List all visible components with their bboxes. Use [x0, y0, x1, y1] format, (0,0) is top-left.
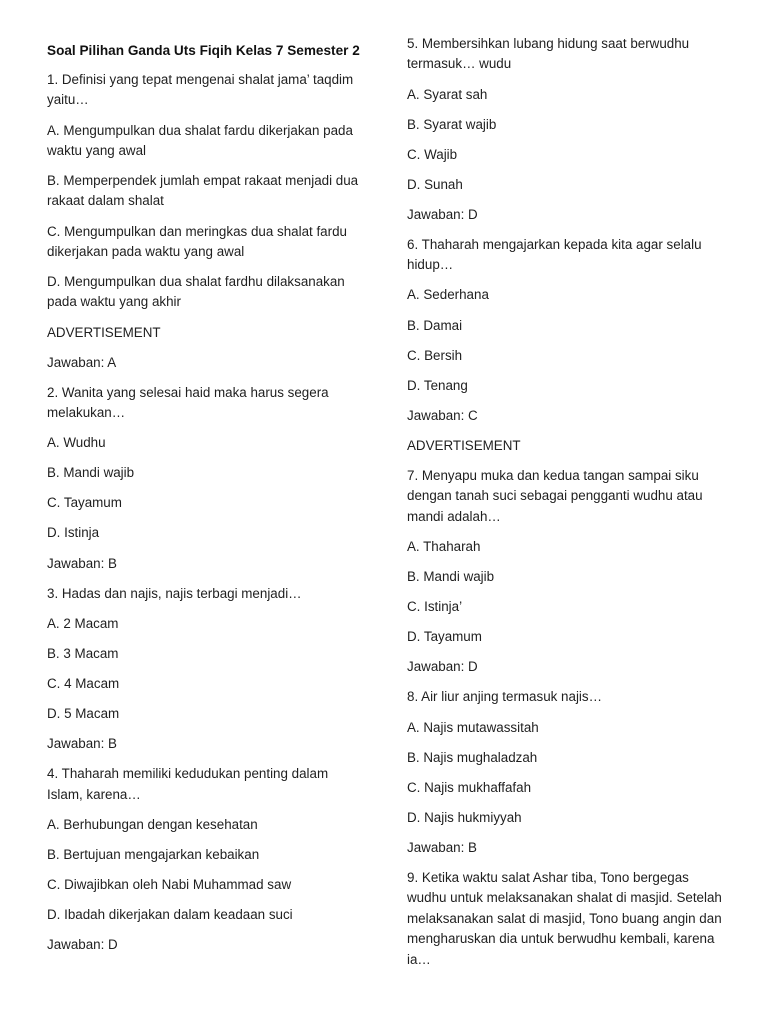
answer-option: B. Damai — [407, 317, 463, 333]
document-title: Soal Pilihan Ganda Uts Fiqih Kelas 7 Semester 2 — [47, 43, 360, 58]
left-column — [47, 34, 367, 965]
right-paragraph-list — [407, 34, 729, 970]
answer-option: D. Najis hukmiyyah — [407, 809, 522, 825]
answer-line: Jawaban: D — [407, 659, 478, 675]
question-text: 1. Definisi yang tepat mengenai shalat jama’ taqdim yaitu… — [47, 72, 354, 108]
left-paragraph-list — [47, 70, 367, 956]
answer-option: A. Syarat sah — [407, 86, 488, 102]
answer-line: Jawaban: B — [47, 555, 117, 571]
answer-line: Jawaban: A — [47, 354, 117, 370]
advertisement-label: ADVERTISEMENT — [407, 437, 521, 453]
answer-option: D. Istinja — [47, 525, 100, 541]
answer-option: A. Najis mutawassitah — [407, 719, 539, 735]
answer-option: A. Sederhana — [407, 287, 489, 303]
question-text: 9. Ketika waktu salat Ashar tiba, Tono bergegas wudhu untuk melaksanakan shalat di masjid. Setelah melaksanakan salat di masjid, Tono buang angin dan mengharuskan dia untuk berwudhu kembali, karena ia… — [407, 869, 722, 967]
answer-option: C. Bersih — [407, 347, 463, 363]
answer-option: C. Tayamum — [47, 495, 122, 511]
answer-line: Jawaban: C — [407, 407, 478, 423]
question-text: 3. Hadas dan najis, najis terbagi menjadi… — [47, 585, 302, 601]
answer-option: A. Mengumpulkan dua shalat fardu dikerjakan pada waktu yang awal — [47, 122, 353, 158]
question-text: 7. Menyapu muka dan kedua tangan sampai siku dengan tanah suci sebagai pengganti wudhu atau mandi adalah… — [407, 468, 703, 524]
answer-option: A. Thaharah — [407, 538, 481, 554]
answer-option: D. Sunah — [407, 176, 463, 192]
question-text: 6. Thaharah mengajarkan kepada kita agar selalu hidup… — [407, 236, 702, 273]
answer-option: D. Tenang — [407, 377, 468, 393]
answer-option: A. Wudhu — [47, 435, 106, 451]
question-text: 8. Air liur anjing termasuk najis… — [407, 689, 602, 705]
answer-option: D. Mengumpulkan dua shalat fardhu dilaksanakan pada waktu yang akhir — [47, 274, 345, 310]
answer-option: A. 2 Macam — [47, 615, 119, 631]
answer-line: Jawaban: D — [47, 937, 118, 953]
answer-option: B. Najis mughaladzah — [407, 749, 538, 765]
answer-option: A. Berhubungan dengan kesehatan — [47, 816, 258, 832]
answer-option: D. Tayamum — [407, 629, 482, 645]
right-column — [407, 34, 729, 980]
question-text: 4. Thaharah memiliki kedudukan penting dalam Islam, karena… — [47, 766, 329, 802]
answer-line: Jawaban: B — [47, 736, 117, 752]
answer-option: C. Istinja’ — [407, 599, 463, 615]
answer-option: B. Mandi wajib — [47, 465, 135, 481]
answer-option: B. Syarat wajib — [407, 116, 497, 132]
question-text: 5. Membersihkan lubang hidung saat berwudhu termasuk… wudu — [407, 36, 690, 72]
answer-line: Jawaban: D — [407, 206, 478, 222]
answer-option: C. 4 Macam — [47, 675, 120, 691]
answer-option: B. Memperpendek jumlah empat rakaat menjadi dua rakaat dalam shalat — [47, 173, 359, 209]
answer-option: B. Bertujuan mengajarkan kebaikan — [47, 846, 260, 862]
answer-option: D. 5 Macam — [47, 706, 120, 722]
answer-option: C. Mengumpulkan dan meringkas dua shalat fardu dikerjakan pada waktu yang awal — [47, 223, 347, 259]
question-text: 2. Wanita yang selesai haid maka harus segera melakukan… — [47, 384, 329, 421]
answer-option: B. Mandi wajib — [407, 569, 495, 585]
answer-line: Jawaban: B — [407, 839, 477, 855]
answer-option: B. 3 Macam — [47, 645, 119, 661]
answer-option: C. Wajib — [407, 146, 458, 162]
advertisement-label: ADVERTISEMENT — [47, 324, 161, 340]
answer-option: C. Najis mukhaffafah — [407, 779, 532, 795]
answer-option: C. Diwajibkan oleh Nabi Muhammad saw — [47, 876, 292, 892]
answer-option: D. Ibadah dikerjakan dalam keadaan suci — [47, 907, 293, 922]
